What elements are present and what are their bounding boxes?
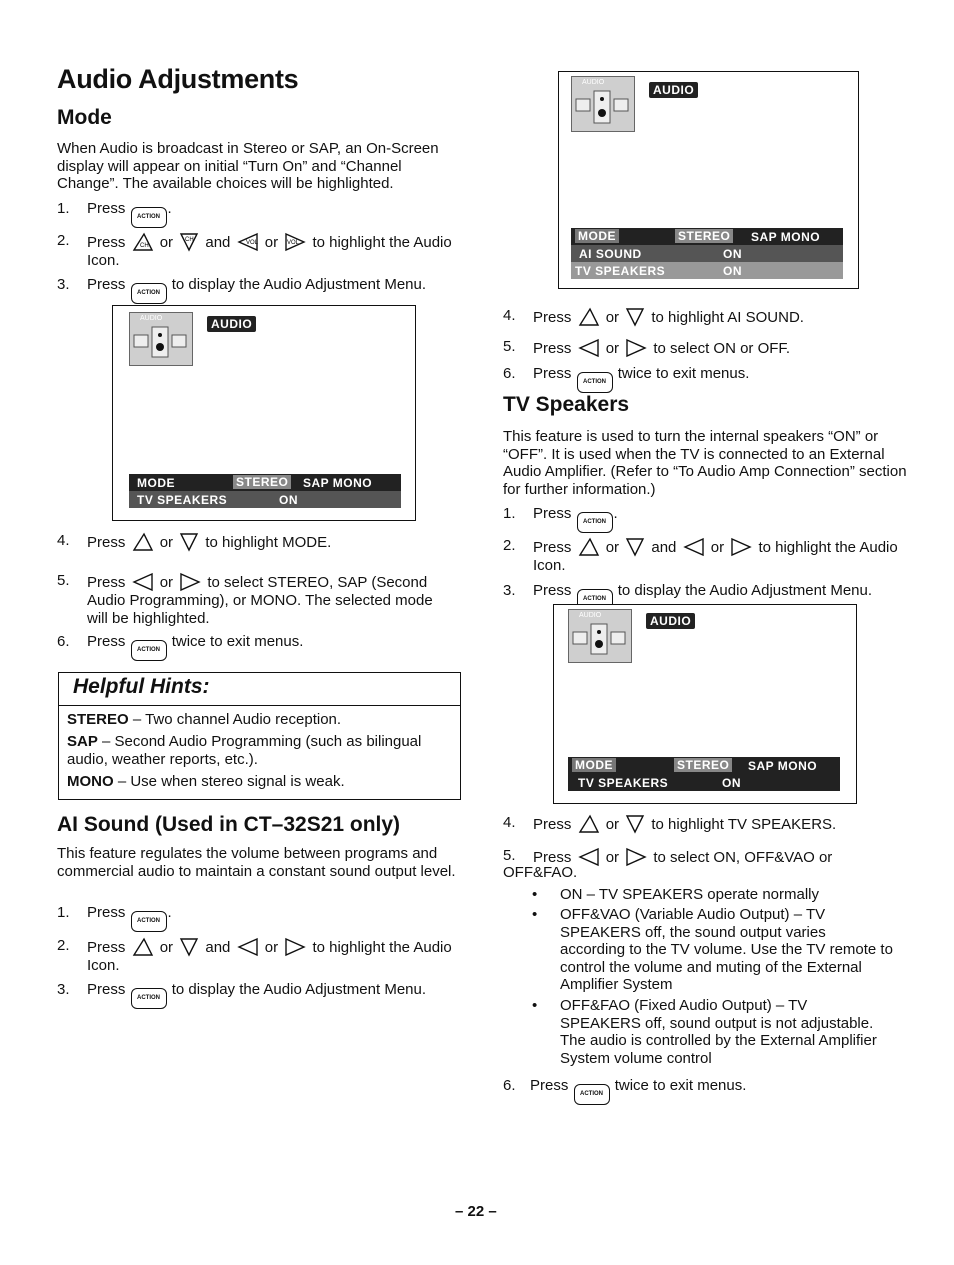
svg-text:VOL: VOL xyxy=(245,240,258,246)
action-button-icon: ACTION xyxy=(131,283,167,304)
volume-right-icon xyxy=(284,937,306,957)
channel-down-icon xyxy=(179,532,199,552)
volume-right-icon xyxy=(179,572,201,592)
menu-row-mode: MODE STEREO SAP MONO xyxy=(571,228,843,245)
mode-heading: Mode xyxy=(57,106,112,129)
audio-menu xyxy=(129,474,401,508)
audio-label: AUDIO xyxy=(649,82,698,98)
action-button-icon: ACTION xyxy=(131,640,167,661)
hint-stereo: STEREO – Two channel Audio reception. xyxy=(67,711,342,728)
volume-right-icon xyxy=(625,338,647,358)
mode-intro: When Audio is broadcast in Stereo or SAP, an On-Screen display will appear on initial “Turn On” and “Channel Change”. The available choices will be highlighted. xyxy=(57,140,439,192)
volume-right-icon xyxy=(625,847,647,867)
menu-row-ai-sound: AI SOUND ON xyxy=(571,245,843,262)
channel-up-icon xyxy=(578,307,600,327)
audio-label: AUDIO xyxy=(646,613,695,629)
audio-menu xyxy=(571,228,843,279)
channel-down-icon xyxy=(179,937,199,957)
volume-right-icon xyxy=(730,537,752,557)
channel-down-icon xyxy=(179,232,199,252)
tv-step-2: 2. Press or and or to highlight the Audio Icon. xyxy=(503,537,898,574)
ai-sound-heading: AI Sound (Used in CT–32S21 only) xyxy=(57,813,401,836)
channel-down-icon xyxy=(625,537,645,557)
menu-row-tv-speakers: TV SPEAKERS ON xyxy=(571,262,843,279)
page-number: – 22 – xyxy=(455,1203,497,1220)
action-button-icon: ACTION xyxy=(577,372,613,393)
ai-sound-menu-screen xyxy=(558,71,859,289)
channel-up-icon xyxy=(578,537,600,557)
action-button-icon: ACTION xyxy=(577,589,613,610)
action-button-icon: ACTION xyxy=(131,911,167,932)
channel-up-icon xyxy=(132,232,154,252)
audio-menu xyxy=(568,757,840,791)
audio-label: AUDIO xyxy=(207,316,256,332)
volume-left-icon xyxy=(237,232,259,252)
mode-step-2: 2. Press CH or CH and VOL or VOL to highlight the Audio Icon. xyxy=(57,232,452,269)
channel-up-icon xyxy=(132,937,154,957)
hints-title: Helpful Hints: xyxy=(73,675,210,698)
svg-text:VOL: VOL xyxy=(287,240,300,246)
menu-row-tv-speakers: TV SPEAKERS ON xyxy=(568,774,840,791)
page-title: Audio Adjustments xyxy=(57,64,299,94)
svg-text:CH: CH xyxy=(185,237,194,243)
channel-down-icon xyxy=(625,307,645,327)
channel-down-icon xyxy=(625,814,645,834)
action-button-icon: ACTION xyxy=(574,1084,610,1105)
speaker-icon: AUDIO xyxy=(571,76,635,132)
volume-left-icon xyxy=(132,572,154,592)
action-button-icon: ACTION xyxy=(131,988,167,1009)
hint-sap: SAP – Second Audio Programming (such as bilingual audio, weather reports, etc.). xyxy=(67,733,422,768)
volume-left-icon xyxy=(683,537,705,557)
action-button-icon: ACTION xyxy=(577,512,613,533)
ai-step-2: 2. Press or and or to highlight the Audio Icon. xyxy=(57,937,452,974)
channel-up-icon xyxy=(578,814,600,834)
tv-speakers-menu-screen xyxy=(553,604,857,804)
tv-step-5: 5. Press or to select ON, OFF&VAO or OFF&FAO. xyxy=(503,847,833,881)
menu-row-mode: MODE STEREO SAP MONO xyxy=(568,757,840,774)
menu-row-mode: MODE STEREO SAP MONO xyxy=(129,474,401,491)
channel-up-icon xyxy=(132,532,154,552)
volume-left-icon xyxy=(578,338,600,358)
bullet-off-vao: • OFF&VAO (Variable Audio Output) – TV SPEAKERS off, the sound output varies according to the TV volume. Use the TV remote to control the volume and muting of the External Amplifier System xyxy=(532,906,893,993)
audio-menu-screen xyxy=(112,305,416,521)
menu-row-tv-speakers: TV SPEAKERS ON xyxy=(129,491,401,508)
bullet-off-fao: • OFF&FAO (Fixed Audio Output) – TV SPEAKERS off, sound output is not adjustable. The audio is controlled by the External Amplifier System volume control xyxy=(532,997,877,1067)
mode-step-5: 5. Press or to select STEREO, SAP (Second Audio Programming), or MONO. The selected mode will be highlighted. xyxy=(57,572,433,627)
volume-left-icon xyxy=(237,937,259,957)
svg-text:CH: CH xyxy=(139,243,149,249)
volume-left-icon xyxy=(578,847,600,867)
speaker-icon: AUDIO xyxy=(129,312,193,366)
hint-mono: MONO – Use when stereo signal is weak. xyxy=(67,773,345,790)
ai-sound-intro: This feature regulates the volume between programs and commercial audio to maintain a constant sound output level. xyxy=(57,845,456,880)
action-button-icon: ACTION xyxy=(131,207,167,228)
speaker-icon: AUDIO xyxy=(568,609,632,663)
volume-right-icon xyxy=(284,232,306,252)
tv-speakers-heading: TV Speakers xyxy=(503,393,630,416)
tv-speakers-intro: This feature is used to turn the internal speakers “ON” or “OFF”. It is used when the TV is connected to an External Audio Amplifier. (Refer to “To Audio Amp Connection” section for further information.) xyxy=(503,428,907,498)
helpful-hints-box xyxy=(58,672,461,800)
